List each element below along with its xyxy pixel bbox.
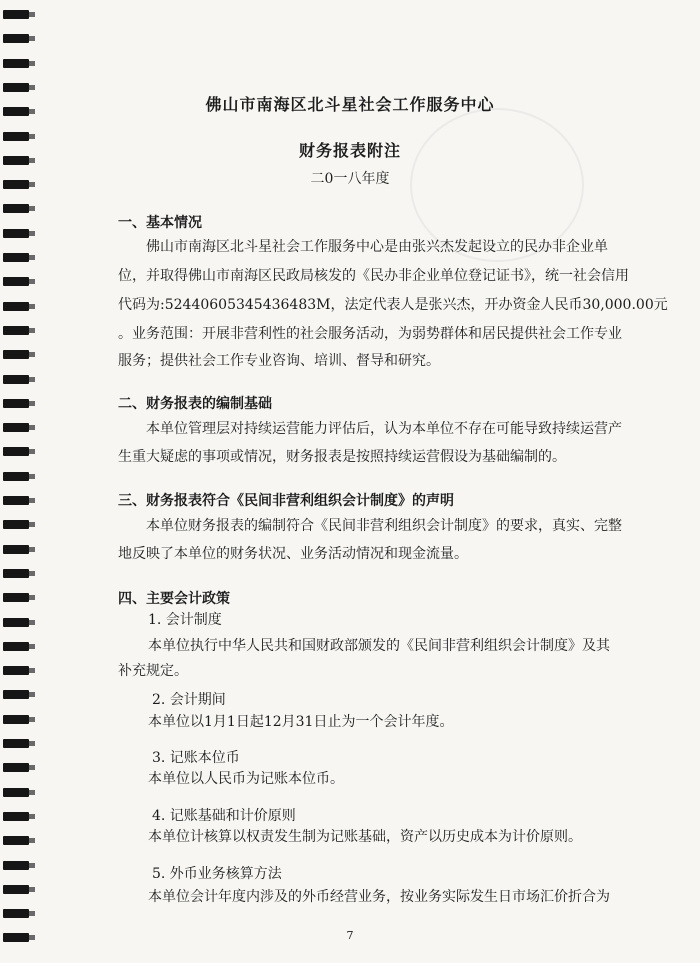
section-1-line: 位，并取得佛山市南海区民政局核发的《民办非企业单位登记证书》，统一社会信用 bbox=[118, 268, 629, 284]
binding-hole bbox=[3, 34, 29, 43]
binding-hole bbox=[3, 885, 29, 894]
policy-line: 本单位执行中华人民共和国财政部颁发的《民间非营利组织会计制度》及其 bbox=[148, 638, 610, 654]
binding-hole bbox=[3, 375, 29, 384]
policy-title: 2. 会计期间 bbox=[152, 692, 226, 708]
binding-hole bbox=[3, 496, 29, 505]
binding-hole bbox=[3, 10, 29, 19]
binding-hole bbox=[3, 715, 29, 724]
page-number: 7 bbox=[346, 929, 354, 942]
report-year: 二0一八年度 bbox=[310, 171, 390, 187]
section-1-line: 。业务范围：开展非营利性的社会服务活动，为弱势群体和居民提供社会工作专业 bbox=[118, 326, 622, 342]
section-1-line: 代码为:52440605345436483M，法定代表人是张兴杰，开办资金人民币30,000.00元 bbox=[118, 297, 668, 313]
binding-hole bbox=[3, 59, 29, 68]
binding-hole bbox=[3, 666, 29, 675]
policy-line: 本单位以1月1日起12月31日止为一个会计年度。 bbox=[148, 714, 454, 730]
org-title: 佛山市南海区北斗星社会工作服务中心 bbox=[205, 95, 495, 114]
binding-hole bbox=[3, 277, 29, 286]
doc-title: 财务报表附注 bbox=[298, 141, 401, 160]
binding-hole bbox=[3, 326, 29, 335]
binding-hole bbox=[3, 423, 29, 432]
section-1-line: 服务；提供社会工作专业咨询、培训、督导和研究。 bbox=[118, 353, 440, 369]
section-2-line: 生重大疑虑的事项或情况，财务报表是按照持续运营假设为基础编制的。 bbox=[118, 449, 566, 465]
section-3-line: 地反映了本单位的财务状况、业务活动情况和现金流量。 bbox=[118, 546, 468, 562]
binding-hole bbox=[3, 593, 29, 602]
policy-line: 补充规定。 bbox=[118, 663, 188, 679]
policy-title: 3. 记账本位币 bbox=[152, 750, 240, 766]
binding-hole bbox=[3, 618, 29, 627]
binding-hole bbox=[3, 253, 29, 262]
section-2-line: 本单位管理层对持续运营能力评估后，认为本单位不存在可能导致持续运营产 bbox=[146, 421, 622, 437]
binding-hole bbox=[3, 763, 29, 772]
section-4-heading: 四、主要会计政策 bbox=[118, 591, 230, 607]
binding-hole bbox=[3, 472, 29, 481]
binding-hole bbox=[3, 642, 29, 651]
binding-hole bbox=[3, 812, 29, 821]
binding-hole bbox=[3, 204, 29, 213]
policy-title: 5. 外币业务核算方法 bbox=[152, 866, 282, 882]
binding-hole bbox=[3, 302, 29, 311]
binding-hole bbox=[3, 861, 29, 870]
section-3-line: 本单位财务报表的编制符合《民间非营利组织会计制度》的要求，真实、完整 bbox=[146, 518, 622, 534]
policy-line: 本单位以人民币为记账本位币。 bbox=[148, 771, 344, 787]
binding-hole bbox=[3, 788, 29, 797]
binding-hole bbox=[3, 350, 29, 359]
policy-line: 本单位会计年度内涉及的外币经营业务，按业务实际发生日市场汇价折合为 bbox=[148, 889, 610, 905]
binding-hole bbox=[3, 836, 29, 845]
policy-title: 1. 会计制度 bbox=[148, 612, 222, 628]
binding-hole bbox=[3, 690, 29, 699]
section-1-line: 佛山市南海区北斗星社会工作服务中心是由张兴杰发起设立的民办非企业单 bbox=[146, 239, 608, 255]
binding-hole bbox=[3, 447, 29, 456]
binding-hole bbox=[3, 83, 29, 92]
binding-hole bbox=[3, 545, 29, 554]
section-3-heading: 三、财务报表符合《民间非营利组织会计制度》的声明 bbox=[118, 493, 454, 509]
binding-hole bbox=[3, 569, 29, 578]
policy-line: 本单位计核算以权责发生制为记账基础，资产以历史成本为计价原则。 bbox=[148, 829, 582, 845]
binding-hole bbox=[3, 520, 29, 529]
binding-hole bbox=[3, 229, 29, 238]
policy-title: 4. 记账基础和计价原则 bbox=[152, 808, 296, 824]
binding-hole bbox=[3, 909, 29, 918]
binding-hole bbox=[3, 399, 29, 408]
binding-hole bbox=[3, 739, 29, 748]
section-1-heading: 一、基本情况 bbox=[118, 215, 202, 231]
section-2-heading: 二、财务报表的编制基础 bbox=[118, 396, 272, 412]
